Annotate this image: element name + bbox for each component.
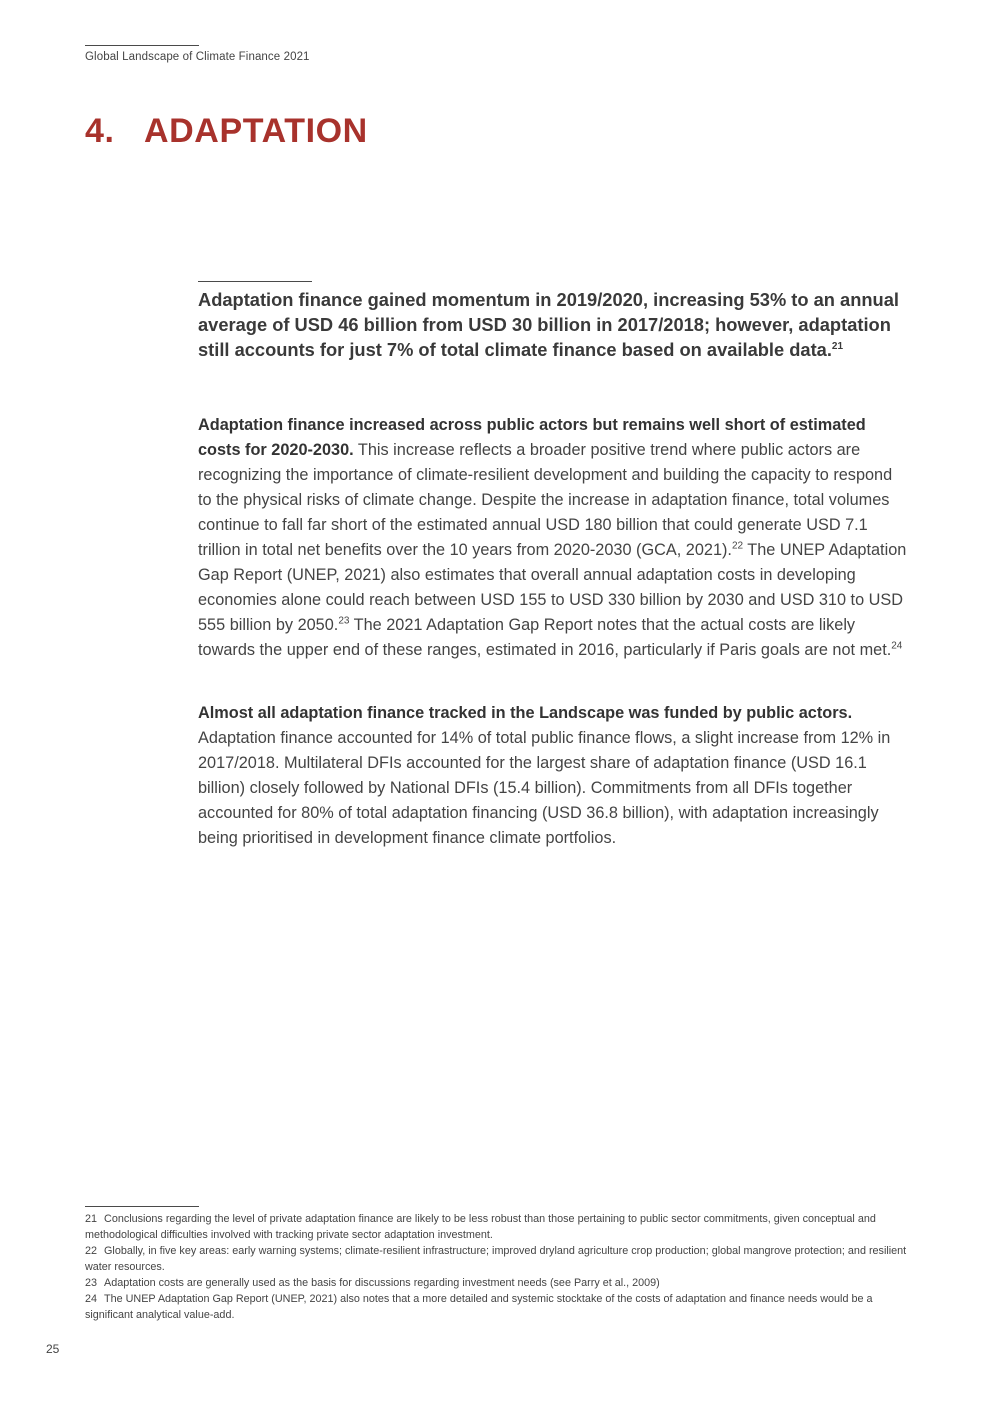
footnote-24 — [85, 1291, 910, 1323]
paragraph-2-text: Adaptation finance accounted for 14% of total public finance flows, a slight increase from 12% in 2017/2018. Multilateral DFIs accounted for the largest share of adaptation finance (USD 16.1 billion) closely followed by National DFIs (15.4 billion). Commitments from all DFIs together accounted for 80% of total adaptation financing (USD 36.8 billion), with adaptation increasingly being prioritised in development finance climate portfolios. — [198, 729, 891, 847]
footnote-ref-21[interactable]: 21 — [831, 340, 844, 352]
footnote-ref-22[interactable]: 22 — [731, 540, 744, 552]
footnote-text: The UNEP Adaptation Gap Report (UNEP, 2021) also notes that a more detailed and systemic stocktake of the costs of adaptation and finance needs would be a significant analytical value-add. — [85, 1293, 873, 1321]
paragraph-1-heading: Adaptation finance increased across public actors but remains well short of estimated costs for 2020-2030. — [198, 416, 866, 459]
footnote-22 — [85, 1243, 910, 1275]
lead-rule — [198, 281, 312, 282]
chapter-name: ADAPTATION — [144, 112, 368, 150]
footnote-number: 23 — [85, 1277, 98, 1289]
body-paragraph-1 — [198, 413, 910, 663]
footnote-21 — [85, 1211, 910, 1243]
footnote-ref-24[interactable]: 24 — [891, 640, 903, 652]
paragraph-1-text-b: The UNEP Adaptation Gap Report (UNEP, 2021) also estimates that overall annual adaptation costs in developing economies alone could reach between USD 155 to USD 330 billion by 2030 and USD 310 to USD 555 billion by 2050. — [198, 541, 907, 634]
footnote-number: 21 — [85, 1213, 98, 1225]
body-paragraph-2 — [198, 701, 910, 851]
lead-summary — [198, 287, 910, 362]
paragraph-1-text-c: The 2021 Adaptation Gap Report notes that the actual costs are likely towards the upper end of these ranges, estimated in 2016, particularly if Paris goals are not met. — [198, 616, 892, 659]
header-rule — [85, 45, 199, 46]
footnote-text: Adaptation costs are generally used as the basis for discussions regarding investment needs (see Parry et al., 2009) — [104, 1277, 660, 1289]
footnote-text: Conclusions regarding the level of private adaptation finance are likely to be less robust than those pertaining to public sector commitments, given conceptual and methodological difficulties involved with tracking private sector adaptation investment. — [85, 1213, 876, 1241]
footnote-number: 22 — [85, 1245, 98, 1257]
running-header: Global Landscape of Climate Finance 2021 — [85, 51, 310, 63]
paragraph-1-text-a: This increase reflects a broader positive trend where public actors are recognizing the importance of climate-resilient development and building the capacity to respond to the physical risks of climate change. Despite the increase in adaptation finance, total volumes continue to fall far short of the estimated annual USD 180 billion that could generate USD 7.1 trillion in total net benefits over the 10 years from 2020-2030 (GCA, 2021). — [198, 441, 893, 559]
footnote-number: 24 — [85, 1293, 98, 1305]
footnotes — [85, 1211, 910, 1323]
page-number: 25 — [46, 1342, 60, 1356]
paragraph-2-heading: Almost all adaptation finance tracked in the Landscape was funded by public actors. — [198, 704, 853, 722]
chapter-number: 4. — [85, 112, 115, 150]
chapter-title — [85, 112, 368, 151]
lead-text: Adaptation finance gained momentum in 2019/2020, increasing 53% to an annual average of USD 46 billion from USD 30 billion in 2017/2018; however, adaptation still accounts for just 7% of total climate finance based on available data. — [198, 289, 899, 360]
footnote-rule — [85, 1206, 199, 1207]
footnote-text: Globally, in five key areas: early warning systems; climate-resilient infrastructure; improved dryland agriculture crop production; global mangrove protection; and resilient water resources. — [85, 1245, 907, 1273]
footnote-ref-23[interactable]: 23 — [338, 615, 350, 627]
footnote-23 — [85, 1275, 910, 1291]
